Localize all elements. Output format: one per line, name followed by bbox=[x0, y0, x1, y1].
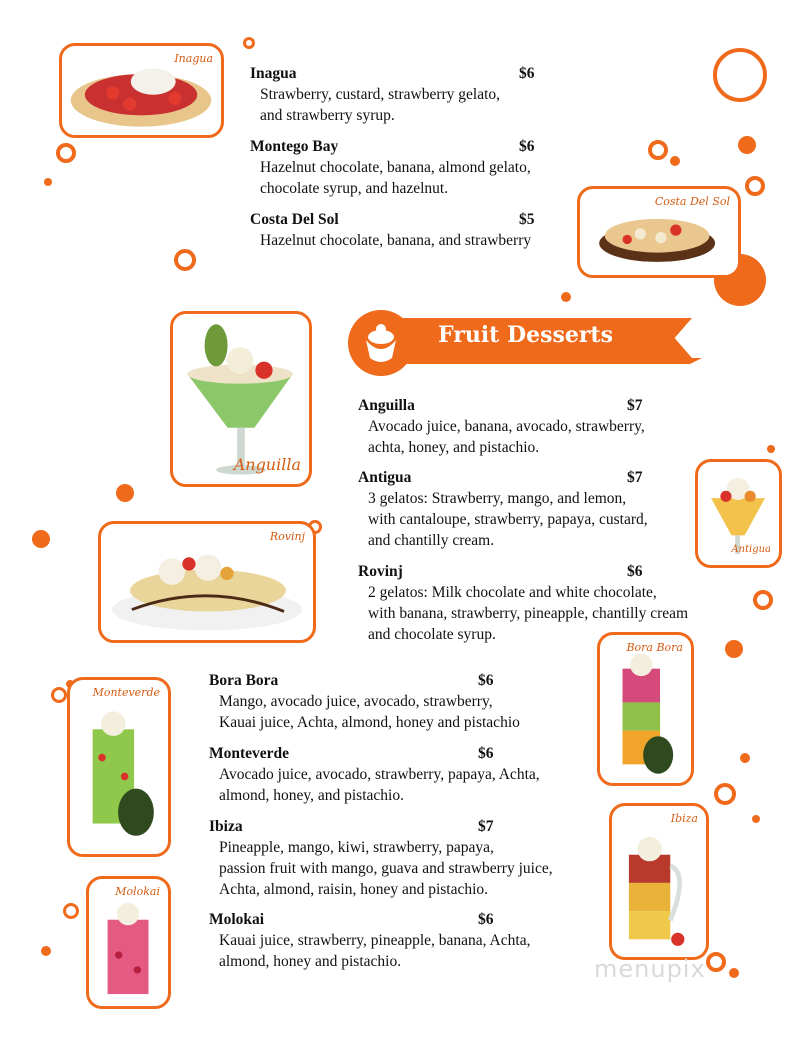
item-name: Ibiza bbox=[209, 818, 243, 835]
menu-item-inagua bbox=[250, 63, 535, 126]
decorative-ring bbox=[713, 48, 767, 102]
decorative-dot bbox=[32, 530, 50, 548]
banner-ribbon-underline bbox=[402, 358, 702, 364]
item-name: Inagua bbox=[250, 65, 297, 82]
decorative-ring bbox=[56, 143, 76, 163]
photo-caption: Molokai bbox=[115, 885, 160, 898]
item-description: Kauai juice, strawberry, pineapple, banana, Achta, almond, honey and pistachio. bbox=[219, 932, 531, 970]
decorative-dot bbox=[752, 815, 760, 823]
monteverde-drink-photo bbox=[67, 677, 171, 857]
photo-caption: Anguilla bbox=[233, 455, 301, 474]
item-price: $7 bbox=[478, 818, 494, 835]
decorative-dot bbox=[44, 178, 52, 186]
item-price: $7 bbox=[627, 469, 643, 486]
item-price: $6 bbox=[478, 745, 494, 762]
molokai-drink-photo bbox=[86, 876, 171, 1009]
anguilla-dessert-photo bbox=[170, 311, 312, 487]
decorative-ring bbox=[63, 903, 79, 919]
item-name: Molokai bbox=[209, 911, 265, 928]
watermark: menupix bbox=[594, 955, 706, 983]
menu-item-montego-bay bbox=[250, 136, 535, 199]
decorative-dot bbox=[767, 445, 775, 453]
menu-item-bora-bora bbox=[209, 670, 520, 733]
costa-del-sol-crepe-photo bbox=[577, 186, 741, 278]
item-description: Hazelnut chocolate, banana, and strawberry bbox=[260, 232, 532, 249]
item-price: $6 bbox=[519, 65, 535, 82]
decorative-ring bbox=[51, 687, 67, 703]
section-title: Fruit Desserts bbox=[438, 322, 613, 348]
menu-item-rovinj bbox=[358, 561, 688, 645]
layered-drink-illustration bbox=[70, 680, 168, 854]
item-price: $6 bbox=[519, 138, 535, 155]
menu-item-monteverde bbox=[209, 743, 540, 806]
antigua-dessert-photo bbox=[695, 459, 782, 568]
item-price: $6 bbox=[478, 672, 494, 689]
menu-item-ibiza bbox=[209, 816, 553, 900]
item-name: Bora Bora bbox=[209, 672, 279, 689]
item-description: Hazelnut chocolate, banana, almond gelato, chocolate syrup, and hazelnut. bbox=[260, 159, 531, 197]
decorative-ring bbox=[174, 249, 196, 271]
layered-drink-illustration bbox=[89, 879, 168, 1006]
inagua-crepe-photo bbox=[59, 43, 224, 138]
decorative-ring bbox=[243, 37, 255, 49]
decorative-ring bbox=[745, 176, 765, 196]
decorative-ring bbox=[714, 783, 736, 805]
decorative-dot bbox=[729, 968, 739, 978]
decorative-dot bbox=[725, 640, 743, 658]
item-name: Montego Bay bbox=[250, 138, 339, 155]
dessert-cup-icon bbox=[348, 310, 414, 376]
photo-caption: Bora Bora bbox=[626, 641, 683, 654]
item-description: Mango, avocado juice, avocado, strawberry, Kauai juice, Achta, almond, honey and pistachio bbox=[219, 693, 520, 731]
item-name: Antigua bbox=[358, 469, 412, 486]
menu-item-antigua bbox=[358, 467, 648, 551]
layered-drink-illustration bbox=[612, 806, 706, 957]
decorative-dot bbox=[670, 156, 680, 166]
layered-drink-illustration bbox=[600, 635, 691, 783]
ibiza-drink-photo bbox=[609, 803, 709, 960]
rovinj-dessert-photo bbox=[98, 521, 316, 643]
item-name: Anguilla bbox=[358, 397, 415, 414]
item-price: $6 bbox=[627, 563, 643, 580]
item-description: Pineapple, mango, kiwi, strawberry, papaya, passion fruit with mango, guava and strawberry juice, Achta, almond, raisin, honey and pistachio. bbox=[219, 839, 553, 898]
photo-caption: Monteverde bbox=[92, 686, 160, 699]
menu-item-costa-del-sol bbox=[250, 209, 535, 251]
item-description: Avocado juice, banana, avocado, strawberry, achta, honey, and pistachio. bbox=[368, 418, 645, 456]
item-name: Costa Del Sol bbox=[250, 211, 339, 228]
menu-item-anguilla bbox=[358, 395, 645, 458]
fruit-desserts-banner bbox=[348, 310, 703, 376]
item-price: $6 bbox=[478, 911, 494, 928]
photo-caption: Ibiza bbox=[670, 812, 698, 825]
decorative-ring bbox=[648, 140, 668, 160]
photo-caption: Rovinj bbox=[269, 530, 305, 543]
item-name: Rovinj bbox=[358, 563, 403, 580]
bora-bora-drink-photo bbox=[597, 632, 694, 786]
decorative-dot bbox=[740, 753, 750, 763]
item-price: $7 bbox=[627, 397, 643, 414]
menu-item-molokai bbox=[209, 909, 530, 972]
decorative-ring bbox=[753, 590, 773, 610]
item-price: $5 bbox=[519, 211, 535, 228]
item-description: Avocado juice, avocado, strawberry, papaya, Achta, almond, honey, and pistachio. bbox=[219, 766, 540, 804]
item-name: Monteverde bbox=[209, 745, 290, 762]
photo-caption: Inagua bbox=[174, 52, 213, 65]
decorative-dot bbox=[41, 946, 51, 956]
decorative-dot bbox=[738, 136, 756, 154]
photo-caption: Antigua bbox=[731, 544, 771, 555]
item-description: Strawberry, custard, strawberry gelato, and strawberry syrup. bbox=[260, 86, 501, 124]
photo-caption: Costa Del Sol bbox=[654, 195, 730, 208]
decorative-dot bbox=[561, 292, 571, 302]
item-description: 3 gelatos: Strawberry, mango, and lemon, with cantaloupe, strawberry, papaya, custard, and chantilly cream. bbox=[368, 490, 648, 549]
dessert-glass-badge bbox=[348, 310, 414, 376]
item-description: 2 gelatos: Milk chocolate and white chocolate, with banana, strawberry, pineapple, chantilly cream and chocolate syrup. bbox=[368, 584, 689, 643]
decorative-ring bbox=[706, 952, 726, 972]
decorative-dot bbox=[116, 484, 134, 502]
